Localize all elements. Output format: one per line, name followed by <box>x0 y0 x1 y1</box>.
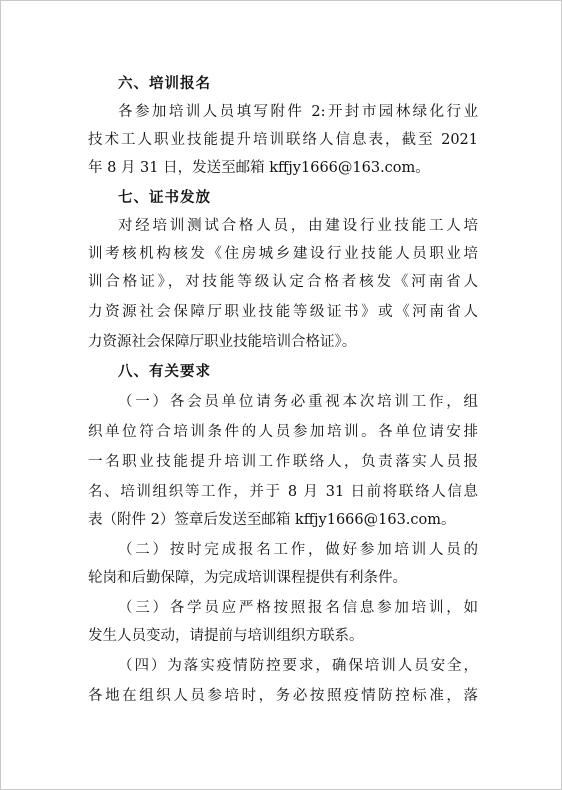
section-6-line-3: 年 8 月 31 日，发送至邮箱 kffjy1666@163.com。 <box>88 160 430 176</box>
section-8-item-1-line-4: 名、培训组织等工作，并于 8 月 31 日前将联络人信息 <box>88 484 478 500</box>
section-8-item-4-line-2: 各地在组织人员参培时，务必按照疫情防控标准，落 <box>88 688 478 704</box>
section-8-heading: 八、有关要求 <box>118 364 211 380</box>
section-8-item-1-line-2: 织单位符合培训条件的人员参加培训。各单位请安排 <box>88 424 478 440</box>
section-8-item-1-line-3: 一名职业技能提升培训工作联络人，负责落实人员报 <box>88 454 478 470</box>
section-7-line-2: 训考核机构核发《住房城乡建设行业技能人员职业培 <box>88 246 478 262</box>
section-8-item-2-line-2: 轮岗和后勤保障，为完成培训课程提供有利条件。 <box>88 570 407 586</box>
section-8-item-1-line-1: （一）各会员单位请务必重视本次培训工作，组 <box>118 394 478 410</box>
section-8-item-2-line-1: （二）按时完成报名工作，做好参加培训人员的 <box>118 542 478 558</box>
section-8-item-4-line-1: （四）为落实疫情防控要求，确保培训人员安全， <box>118 658 478 674</box>
section-7-line-4: 力资源社会保障厅职业技能等级证书》或《河南省人 <box>88 304 478 320</box>
section-8-item-3-line-1: （三）各学员应严格按照报名信息参加培训，如 <box>118 600 478 616</box>
section-8-item-1-line-5: 表（附件 2）签章后发送至邮箱 kffjy1666@163.com。 <box>88 512 456 528</box>
section-7-line-1: 对经培训测试合格人员，由建设行业技能工人培 <box>118 218 478 234</box>
section-6-line-2: 技术工人职业技能提升培训联络人信息表，截至 2021 <box>88 132 478 148</box>
section-7-line-5: 力资源社会保障厅职业技能培训合格证》。 <box>88 334 357 350</box>
section-8-item-3-line-2: 发生人员变动，请提前与培训组织方联系。 <box>88 628 364 644</box>
section-7-line-3: 训合格证》，对技能等级认定合格者核发《河南省人 <box>88 274 478 290</box>
section-6-line-1: 各参加培训人员填写附件 2:开封市园林绿化行业 <box>118 104 478 120</box>
section-7-heading: 七、证书发放 <box>118 190 211 206</box>
section-6-heading: 六、培训报名 <box>118 76 211 92</box>
